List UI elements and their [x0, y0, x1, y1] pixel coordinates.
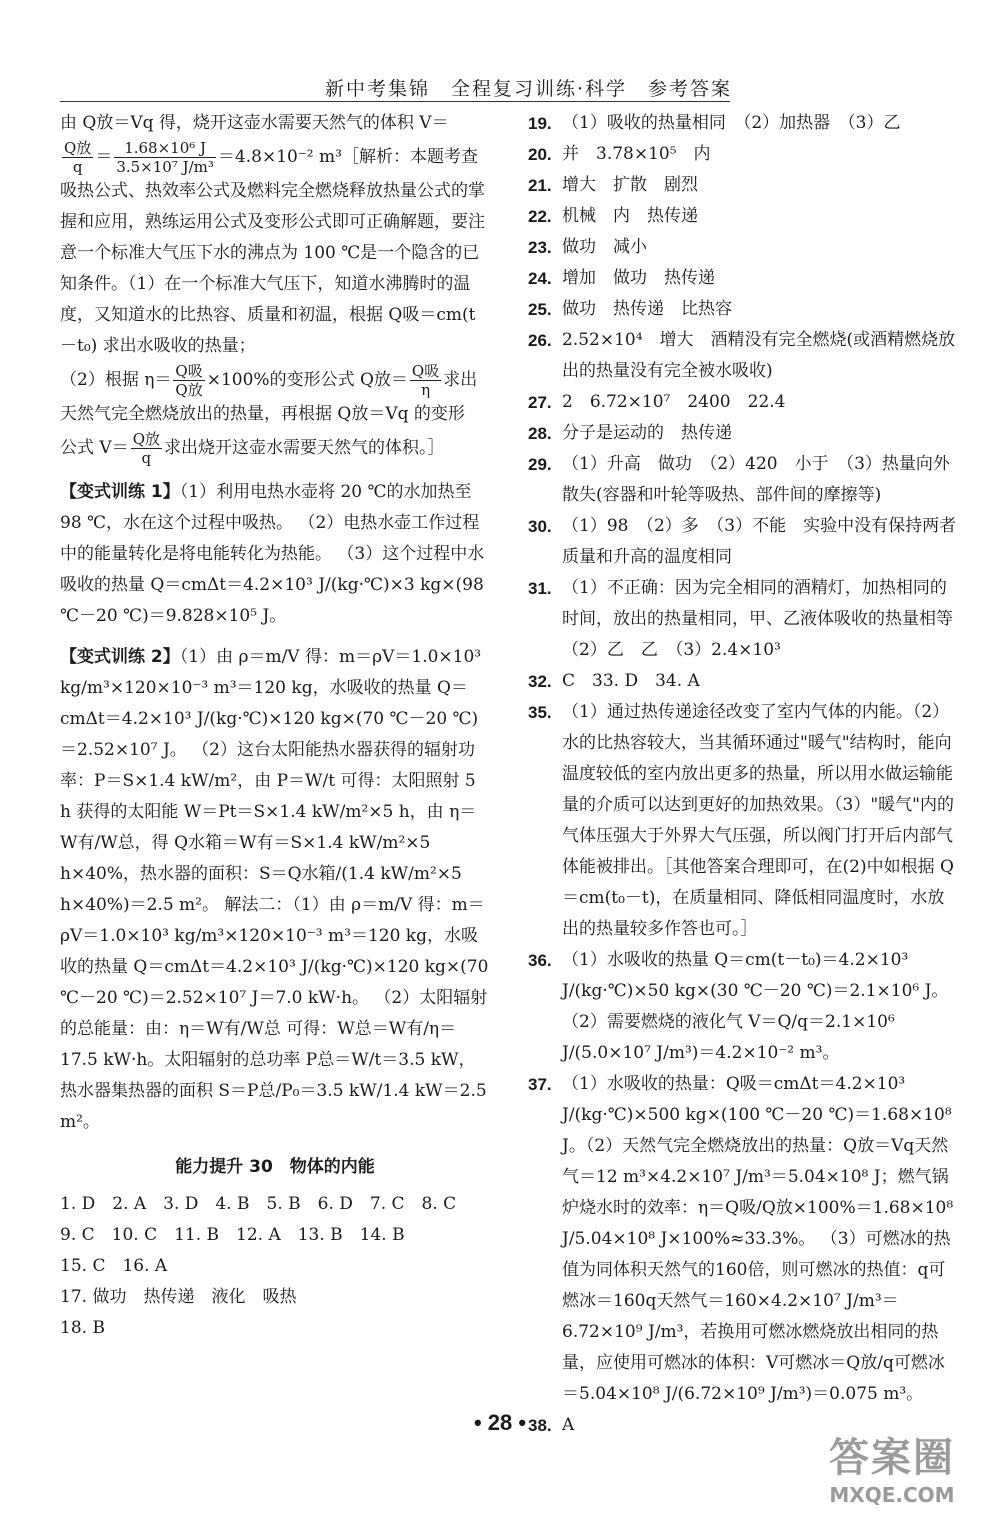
list-item: 32. C 33. D 34. A [528, 671, 700, 691]
list-item: 30. （1）98 （2）多 （3）不能 实验中没有保持两者质量和升高的温度相同 [528, 516, 957, 567]
list-item: 29. （1）升高 做功 （2）420 小于 （3）热量向外散失(容器和叶轮等吸热、部件间的摩擦等) [528, 454, 950, 505]
list-item: 20. 并 3.78×10⁵ 内 [528, 144, 711, 164]
list-item: 35. （1）通过热传递途径改变了室内气体的内能。（2）水的比热容较大，当其循环通过"暖气"结构时，能向温度较低的室内放出更多的热量，所以用水做运输能量的介质可以达到更好的加热效果。（3）"暖气"内的气体压强大于外界大气压强，所以阀门打开后内部气体能被排出。［其他答案合理即可，在(2)中如根据 Q＝cm(t₀－t)，在质量相同、降低相同温度时，水放出的热量较多作答也可。］ [528, 702, 954, 939]
answer-paragraph: 公式 V＝ $\frac{\text{Q放}}{q}$ 求出烧开这壶水需要天然气的体积。］ [60, 430, 445, 467]
answer-list [60, 1189, 490, 1344]
answer-line: 17. 做功 热传递 液化 吸热 [60, 1287, 297, 1307]
answer-line: 18. B [60, 1318, 105, 1338]
list-item: 23. 做功 减小 [528, 237, 647, 257]
list-item: 28. 分子是运动的 热传递 [528, 423, 732, 443]
answer-paragraph: $\frac{\text{Q放}}{q}$ ＝ $\frac{\text{1.68×10⁶ J}}{\text{3.5×10⁷ J/m³}}$ ＝4.8×10⁻² m³［解析：本题考查吸热公式、热效率公式及燃料完全燃烧释放热量公式的掌握和应用，熟练运用公式及变形公式即可正确解题，要注意一个标准大气压下水的沸点为 100 ℃是一个隐含的已知条件。（1）在一个标准大气压下，知道水沸腾时的温度，又知道水的比热容、质量和初温，根据 Q吸＝cm(t－t₀) 求出水吸收的热量； [60, 139, 485, 356]
right-column [528, 108, 970, 1441]
list-item: 38. A [528, 1415, 575, 1435]
answer-line: 1. D 2. A 3. D 4. B 5. B 6. D 7. C 8. C [60, 1194, 457, 1214]
answer-line: 15. C 16. A [60, 1256, 168, 1276]
section-title: 能力提升 30 物体的内能 [175, 1157, 375, 1177]
variant-label: 【变式训练 2】 [60, 647, 180, 667]
fraction: $\frac{\text{Q放}}{q}$ [132, 430, 160, 467]
answer-paragraph: （2）根据 η＝ $\frac{\text{Q吸}}{\text{Q放}}$ ×100%的变形公式 Q放＝ $\frac{\text{Q吸}}{\eta}$ 求出天然气完全燃烧放出的热量，再根据 Q放＝Vq 的变形 [60, 362, 478, 424]
fraction: $\frac{\text{Q吸}}{\text{Q放}}$ [175, 362, 203, 399]
variant-training-1: 【变式训练 1】（1）利用电热水壶将 20 ℃的水加热至 98 ℃，水在这个过程中吸热。 （2）电热水壶工作过程中的能量转化是将电能转化为热能。 （3）这个过程中水吸收的热量 Q＝cmΔt＝4.2×10³ J/(kg·℃)×3 kg×(98 ℃－20 ℃)＝9.828×10⁵ J。 [60, 482, 485, 626]
list-item: 37. （1）水吸收的热量：Q吸＝cmΔt＝4.2×10³ J/(kg·℃)×500 kg×(100 ℃－20 ℃)＝1.68×10⁸ J。（2）天然气完全燃烧放出的热量：Q放＝Vq天然气＝12 m³×4.2×10⁷ J/m³＝5.04×10⁸ J；燃气锅炉烧水时的效率：η＝Q吸/Q放×100%＝1.68×10⁸ J/5.04×10⁸ J×100%≈33.3%。 （3）可燃冰的热值为同体积天然气的160倍，则可燃冰的热值：q可燃冰＝160q天然气＝160×4.2×10⁷ J/m³＝6.72×10⁹ J/m³，若换用可燃冰燃烧放出相同的热量，应使用可燃冰的体积：V可燃冰＝Q放/q可燃冰＝5.04×10⁸ J/(6.72×10⁹ J/m³)＝0.075 m³。 [528, 1074, 954, 1404]
list-item: 21. 增大 扩散 剧烈 [528, 175, 698, 195]
left-column [60, 108, 490, 1344]
watermark-url: MXQE.COM [829, 1483, 955, 1507]
variant-label: 【变式训练 1】 [60, 482, 180, 502]
watermark-logo [802, 1426, 982, 1507]
fraction: $\frac{\text{Q放}}{q}$ [64, 139, 92, 176]
fraction: $\frac{\text{1.68×10⁶ J}}{\text{3.5×10⁷ J/m³}}$ [116, 139, 214, 176]
watermark-text: 答案圈 [829, 1435, 955, 1481]
answer-paragraph: 由 Q放＝Vq 得，烧开这壶水需要天然气的体积 V＝ [60, 113, 449, 133]
list-item: 26. 2.52×10⁴ 增大 酒精没有完全燃烧(或酒精燃烧放出的热量没有完全被水吸收) [528, 330, 956, 381]
list-item: 24. 增加 做功 热传递 [528, 268, 715, 288]
list-item: 19. （1）吸收的热量相同 （2）加热器 （3）乙 [528, 113, 901, 133]
running-header: 新中考集锦 全程复习训练·科学 参考答案 [324, 78, 732, 100]
fraction: $\frac{\text{Q吸}}{\eta}$ [411, 362, 440, 399]
list-item: 22. 机械 内 热传递 [528, 206, 698, 226]
page-number: • 28 • [473, 1410, 527, 1435]
variant-training-2: 【变式训练 2】（1）由 ρ＝m/V 得：m＝ρV＝1.0×10³ kg/m³×120×10⁻³ m³＝120 kg，水吸收的热量 Q＝cmΔt＝4.2×10³ J/(kg·℃)×120 kg×(70 ℃－20 ℃)＝2.52×10⁷ J。 （2）这台太阳能热水器获得的辐射功率：P＝S×1.4 kW/m²，由 P＝W/t 可得：太阳照射 5 h 获得的太阳能 W＝Pt＝S×1.4 kW/m²×5 h，由 η＝W有/W总，得 Q水箱＝W有＝S×1.4 kW/m²×5 h×40%，热水器的面积：S＝Q水箱/(1.4 kW/m²×5 h×40%)＝2.5 m²。 解法二：（1）由 ρ＝m/V 得：m＝ρV＝1.0×10³ kg/m³×120×10⁻³ m³＝120 kg，水吸收的热量 Q＝cmΔt＝4.2×10³ J/(kg·℃)×120 kg×(70 ℃－20 ℃)＝2.52×10⁷ J＝7.0 kW·h。 （2）太阳辐射的总能量：由：η＝W有/W总 可得：W总＝W有/η＝17.5 kW·h。太阳辐射的总功率 P总＝W/t＝3.5 kW，热水器集热器的面积 S＝P总/P₀＝3.5 kW/1.4 kW＝2.5 m²。 [60, 647, 489, 1132]
list-item: 31. （1）不正确：因为完全相同的酒精灯，加热相同的时间，放出的热量相同，甲、乙液体吸收的热量相等 （2）乙 乙 （3）2.4×10³ [528, 578, 970, 660]
answer-line: 9. C 10. C 11. B 12. A 13. B 14. B [60, 1225, 405, 1245]
list-item: 36. （1）水吸收的热量 Q＝cm(t－t₀)＝4.2×10³ J/(kg·℃)×50 kg×(30 ℃－20 ℃)＝2.1×10⁶ J。 （2）需要燃烧的液化气 V＝Q/q＝2.1×10⁶ J/(5.0×10⁷ J/m³)＝4.2×10⁻² m³。 [528, 950, 949, 1063]
header-divider [60, 101, 730, 102]
list-item: 27. 2 6.72×10⁷ 2400 22.4 [528, 392, 786, 412]
list-item: 25. 做功 热传递 比热容 [528, 299, 732, 319]
